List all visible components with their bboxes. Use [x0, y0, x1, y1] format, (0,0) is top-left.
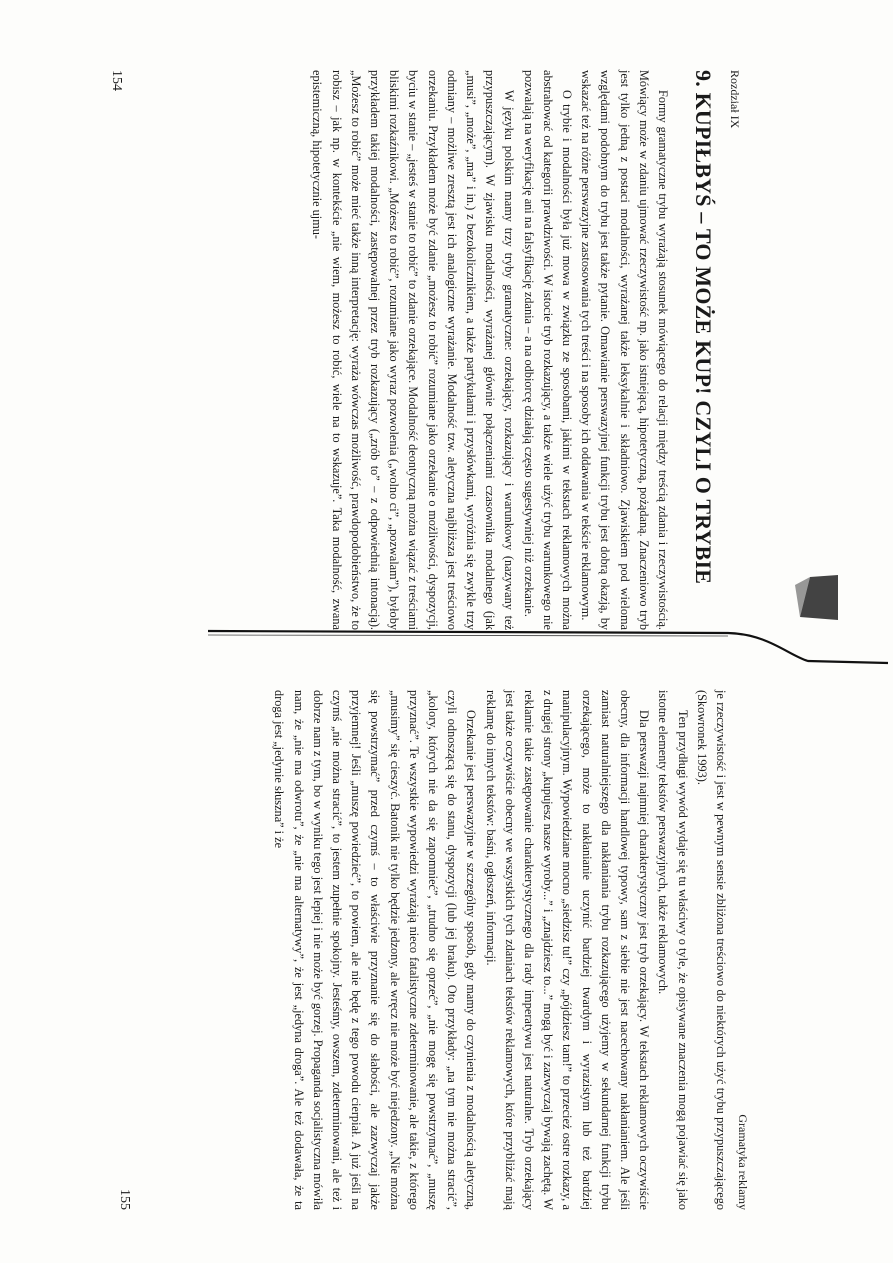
page-number: 154 [109, 70, 124, 91]
page-edge-shadow [740, 575, 840, 620]
paragraph: Ten przydługi wywód wydaje się tu właściwy o tyle, że opisywane znaczenia mogą pojawiać się jako istotne elementy tekstów perswazyjnych, także reklamowych. [656, 690, 690, 1210]
left-page [102, 70, 742, 630]
right-page [110, 690, 750, 1210]
paragraph: Dla perswazji najmniej charakterystyczny jest tryb orzekający. W tekstach reklamowych oczywiście obecny, dla informacji handlowej typowy, sam z siebie nie jest nacechowany nakłanianiem. Ale jeśli zamiast naturalniejszego dla nakłaniania trybu rozkazującego użyjemy w sekundarnej funkcji trybu orzekającego, może to nakłanianie uczynić bardziej twardym i wyrazistym lub też bardziej manipulacyjnym. Wypowiedziane mocno „siedzisz tu!” czy „pójdziesz tam!” to przecież ostre rozkazy, a z drugiej strony „kupujesz nasze wyroby...” i „znajdziesz to...” mogą być i zazwyczaj bywają zachętą. W reklamie takie zastępowanie charakterystycznego dla rady imperatywu jest naturalne. Tryb orzekający jest także oczywiście obecny we wszystkich tych zdaniach tekstów reklamowych, które przybliżać mają reklamę do innych tekstów: baśni, ogłoszeń, informacji. [483, 690, 652, 1210]
paragraph: O trybie i modalności była już mowa w związku ze sposobami, jakimi w tekstach reklamowych można abstrahować od kategorii prawdziwości. W istocie tryb rozkazujący, a także wiele użyć trybu warunkowego nie pozwalają na weryfikację ani na falsyfikację zdania – a na odbiorcę działają często sugestywniej niż orzekanie. [521, 70, 574, 630]
chapter-title: 9. KUPIŁBYŚ – TO MOŻE KUP! CZYLI O TRYBIE [691, 70, 716, 585]
paragraph: Formy gramatyczne trybu wyrażają stosunek mówiącego do relacji między treścią zdania i rzeczywistością. Mówiący może w zdaniu ujmować rzeczywistość np. jako istniejącą, hipotetyczną, pożądaną. Znaczeniowo tryb jest tylko jedną z postaci modalności, wyrażanej także leksykalnie i składniowo. Zjawiskiem pod wieloma względami podobnym do trybu jest także pytanie. Omawianie perswazyjnej funkcji trybu jest dobrą okazją, by wskazać też na różne perswazyjne zastosowania tych treści i na sposoby ich oddawania w tekście reklamowym. [579, 70, 670, 630]
paragraph: W języku polskim mamy trzy tryby gramatyczne: orzekający, rozkazujący i warunkowy (nazywany też przypuszczającym). W zjawisku modalności, wyrażanej głównie połączeniami czasownika modalnego (jak „musi”, „może”, „ma” i in.) z bezokolicznikiem, a także partykułami i przysłówkami, wyróżnia się zwykle trzy odmiany – możliwe zresztą jest ich analogiczne wyrażanie. Modalność tzw. aletyczna najbliższa jest treściowo orzekaniu. Przykładem może być zdanie „możesz to robić” rozumiane jako orzekanie o możliwości, dyspozycji, byciu w stanie – „jesteś w stanie to robić” to zdanie orzekające. Modalność deontyczną można wiązać z treściami bliskimi rozkaźnikowi. „Możesz to robić”, rozumiane jako wyraz pozwolenia („wolno ci”, „pozwalam”), byłoby przykładem takiej modalności, zastępowalnej przez tryb rozkazujący („zrób to” – z odpowiednią intonacją). „Możesz to robić” może mieć także inną interpretację: wyraża wówczas możliwość, prawdopodobieństwo, że to robisz – jak np. w kontekście „nie wiem, możesz to robić, wiele na to wskazuje”. Taka modalność, zwana epistemiczną, hipotetycznie ujmu- [310, 70, 517, 630]
paragraph: Orzekanie jest perswazyjne w szczególny sposób, gdy mamy do czynienia z modalnością aletyczną, czyli odnoszącą się do stanu, dyspozycji (lub jej braku). Oto przykłady: „na tym nie można stracić”, „kolory, których nie da się zapomnieć”, „trudno się oprzeć”, „nie mogę się powstrzymać”, „muszę przyznać”. Te wszystkie wypowiedzi wyrażają nieco fatalistyczne zdeterminowanie, ale takie, z którego „musimy” się cieszyć. Batonik nie tylko będzie jedzony, ale wręcz nie może być niejedzony. „Nie można się powstrzymać” przed czymś – to właściwie przyznanie się do słabości, ale zazwyczaj jakże przyjemnej! Jeśli „muszę powiedzieć”, to powiem, ale nie będę z tego powodu cierpiał. A już jeśli na czymś „nie można stracić”, to jestem zupełnie spokojny. Jesteśmy, owszem, zdeterminowani, ale też i dobrze nam z tym, bo w wyniku tego jest lepiej i nie może być gorzej. Propaganda socjalistyczna mówiła nam, że „nie ma odwrotu”, że „nie ma alternatywy”, że jest „jedyna droga”. Ale też dodawała, że ta droga jest „jedynie słuszna” i że [272, 690, 479, 1210]
running-head: Gramatyka reklamy [736, 1114, 750, 1210]
paragraph: je rzeczywistość i jest w pewnym sensie zbliżona treściowo do niektórych użyć trybu przypuszczającego (Skowronek 1993). [694, 690, 728, 1210]
book-gutter [208, 625, 888, 665]
page-number: 155 [117, 1189, 132, 1210]
running-head: Rozdział IX [728, 70, 742, 129]
